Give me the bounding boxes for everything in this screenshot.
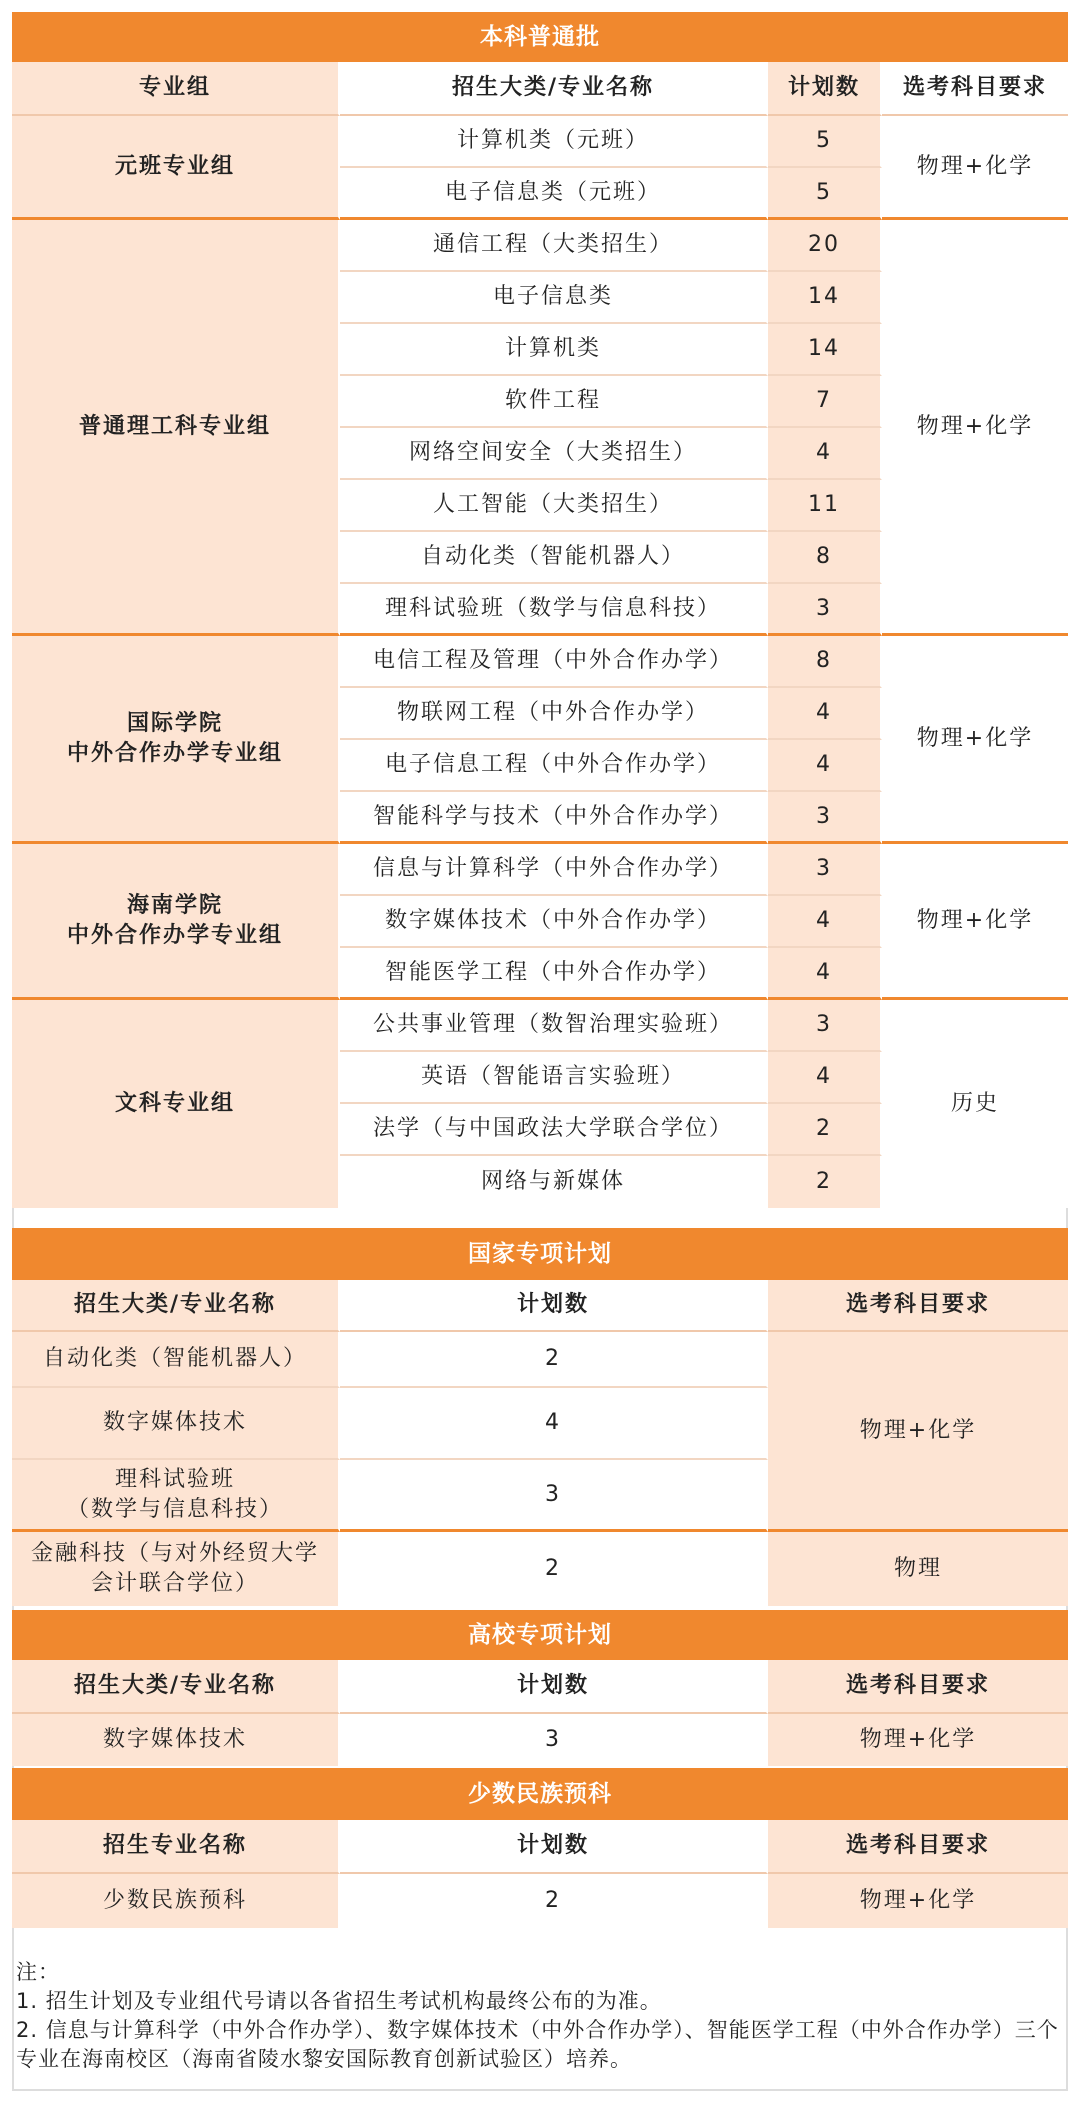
- major-name: 电信工程及管理（中外合作办学）: [340, 636, 768, 688]
- plan-count: 7: [768, 376, 882, 428]
- col-header-plan: 计划数: [340, 1820, 768, 1874]
- major-name: 少数民族预科: [12, 1874, 340, 1928]
- major-name: 数字媒体技术（中外合作办学）: [340, 896, 768, 948]
- section4-table: [12, 1768, 1068, 1928]
- plan-count: 2: [340, 1532, 768, 1606]
- major-name: 理科试验班（数学与信息科技）: [340, 584, 768, 636]
- major-name: 网络空间安全（大类招生）: [340, 428, 768, 480]
- plan-count: 11: [768, 480, 882, 532]
- major-name: 智能科学与技术（中外合作办学）: [340, 792, 768, 844]
- plan-count: 2: [768, 1104, 882, 1156]
- group-name: 元班专业组: [12, 116, 340, 220]
- major-name: 信息与计算科学（中外合作办学）: [340, 844, 768, 896]
- plan-count: 14: [768, 324, 882, 376]
- group-name-line1: 国际学院: [126, 710, 223, 736]
- notes-label: 注：: [16, 1960, 60, 1984]
- plan-count: 2: [768, 1156, 882, 1208]
- plan-count: 4: [768, 688, 882, 740]
- major-name-line1: 金融科技（与对外经贸大学: [30, 1541, 319, 1566]
- section2-title: 国家专项计划: [12, 1228, 1068, 1280]
- major-name: 智能医学工程（中外合作办学）: [340, 948, 768, 1000]
- group-name-line2: 中外合作办学专业组: [66, 740, 283, 766]
- major-name: 英语（智能语言实验班）: [340, 1052, 768, 1104]
- plan-count: 3: [768, 844, 882, 896]
- major-name: 计算机类: [340, 324, 768, 376]
- major-name: [12, 1532, 340, 1606]
- major-name-line1: 理科试验班: [114, 1466, 235, 1492]
- col-header-subject: 选考科目要求: [768, 1660, 1068, 1714]
- plan-count: 5: [768, 168, 882, 220]
- plan-count: 4: [768, 740, 882, 792]
- group-name-line2: 中外合作办学专业组: [66, 922, 283, 948]
- plan-count: 3: [768, 584, 882, 636]
- plan-count: 4: [768, 896, 882, 948]
- col-header-subject: 选考科目要求: [768, 1820, 1068, 1874]
- subject-requirement: 历史: [882, 1000, 1068, 1208]
- major-name: 数字媒体技术: [12, 1388, 340, 1460]
- major-name: 数字媒体技术: [12, 1714, 340, 1766]
- plan-count: 4: [768, 1052, 882, 1104]
- plan-count: 4: [768, 428, 882, 480]
- subject-requirement: 物理+化学: [768, 1874, 1068, 1928]
- major-name: [12, 1460, 340, 1532]
- major-name: 人工智能（大类招生）: [340, 480, 768, 532]
- section1-table: [12, 12, 1068, 1208]
- major-name: 计算机类（元班）: [340, 116, 768, 168]
- group-name: 文科专业组: [12, 1000, 340, 1208]
- section2-table: [12, 1228, 1068, 1606]
- subject-requirement: 物理+化学: [882, 636, 1068, 844]
- subject-requirement: 物理+化学: [882, 220, 1068, 636]
- col-header-plan: 计划数: [768, 62, 882, 116]
- group-name: [12, 844, 340, 1000]
- col-header-plan: 计划数: [340, 1280, 768, 1332]
- col-header-major: 招生专业名称: [12, 1820, 340, 1874]
- plan-count: 4: [340, 1388, 768, 1460]
- plan-count: 14: [768, 272, 882, 324]
- subject-requirement: 物理+化学: [768, 1332, 1068, 1532]
- section1-title: 本科普通批: [12, 12, 1068, 62]
- major-name-line2: （数学与信息科技）: [66, 1496, 283, 1522]
- group-name: [12, 636, 340, 844]
- major-name: 软件工程: [340, 376, 768, 428]
- plan-count: 5: [768, 116, 882, 168]
- major-name: 自动化类（智能机器人）: [12, 1332, 340, 1388]
- subject-requirement: 物理+化学: [882, 116, 1068, 220]
- major-name: 网络与新媒体: [340, 1156, 768, 1208]
- major-name: 电子信息类（元班）: [340, 168, 768, 220]
- plan-count: 3: [340, 1460, 768, 1532]
- section4-title: 少数民族预科: [12, 1768, 1068, 1820]
- col-header-major: 招生大类/专业名称: [340, 62, 768, 116]
- group-name-line1: 海南学院: [126, 892, 223, 918]
- major-name: 公共事业管理（数智治理实验班）: [340, 1000, 768, 1052]
- plan-count: 8: [768, 636, 882, 688]
- subject-requirement: 物理+化学: [768, 1714, 1068, 1766]
- major-name: 法学（与中国政法大学联合学位）: [340, 1104, 768, 1156]
- col-header-major: 招生大类/专业名称: [12, 1660, 340, 1714]
- note-item: 2. 信息与计算科学（中外合作办学）、数字媒体技术（中外合作办学）、智能医学工程（中外合作办学）三个专业在海南校区（海南省陵水黎安国际教育创新试验区）培养。: [16, 2018, 1059, 2071]
- major-name: 自动化类（智能机器人）: [340, 532, 768, 584]
- note-item: 1. 招生计划及专业组代号请以各省招生考试机构最终公布的为准。: [16, 1989, 662, 2013]
- plan-count: 8: [768, 532, 882, 584]
- major-name: 电子信息类: [340, 272, 768, 324]
- major-name: 电子信息工程（中外合作办学）: [340, 740, 768, 792]
- major-name: 物联网工程（中外合作办学）: [340, 688, 768, 740]
- notes: [16, 1958, 1064, 2074]
- plan-count: 20: [768, 220, 882, 272]
- col-header-subject: 选考科目要求: [882, 62, 1068, 116]
- subject-requirement: 物理: [768, 1532, 1068, 1606]
- plan-count: 3: [340, 1714, 768, 1766]
- section3-table: [12, 1610, 1068, 1766]
- major-name-line2: 会计联合学位）: [90, 1571, 259, 1596]
- plan-count: 3: [768, 792, 882, 844]
- plan-count: 3: [768, 1000, 882, 1052]
- group-name: 普通理工科专业组: [12, 220, 340, 636]
- section3-title: 高校专项计划: [12, 1610, 1068, 1660]
- plan-count: 2: [340, 1332, 768, 1388]
- col-header-group: 专业组: [12, 62, 340, 116]
- col-header-subject: 选考科目要求: [768, 1280, 1068, 1332]
- subject-requirement: 物理+化学: [882, 844, 1068, 1000]
- major-name: 通信工程（大类招生）: [340, 220, 768, 272]
- col-header-major: 招生大类/专业名称: [12, 1280, 340, 1332]
- col-header-plan: 计划数: [340, 1660, 768, 1714]
- plan-count: 2: [340, 1874, 768, 1928]
- plan-count: 4: [768, 948, 882, 1000]
